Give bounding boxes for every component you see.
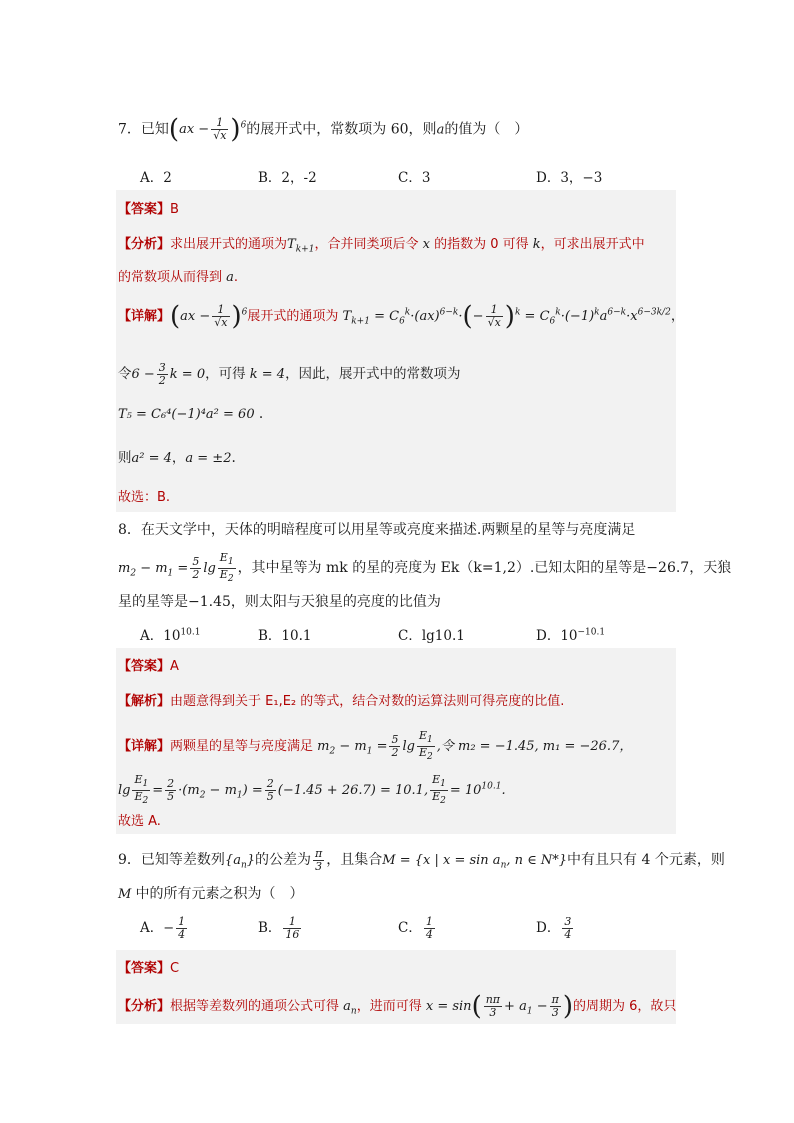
- q7-analysis-3: 的指数为 0 可得: [434, 237, 529, 252]
- q7-expression: (ax − $\frac{1}{√x}$ )$^6$: [168, 114, 247, 145]
- q7-analysis-line2: 的常数项从而得到: [118, 270, 223, 285]
- q9-stem-3: ，且集合: [326, 852, 383, 868]
- q8-stem-3: 星的星等是−1.45，则太阳与天狼星的亮度的比值为: [118, 594, 441, 610]
- q7-stem-end: 的值为（ ）: [444, 121, 529, 138]
- q9-stem-line2: 中的所有元素之积为（ ）: [135, 886, 304, 902]
- q7-answer: B: [170, 202, 179, 217]
- q7-detail-line4a: 则: [118, 450, 132, 466]
- q7-detail-line4c: ，: [171, 450, 186, 466]
- q7-option-a[interactable]: A．2: [140, 170, 172, 186]
- q9-stem-1: 9．已知等差数列: [118, 852, 225, 868]
- q7-detail-line3: T₅ = C₆⁴(−1)⁴a² = 60: [118, 407, 255, 422]
- question-9-options: [140, 916, 700, 940]
- q9-option-d-label: D．: [536, 920, 561, 936]
- detail-tag: 【详解】: [118, 739, 171, 755]
- q9-option-c-label: C．: [398, 920, 422, 936]
- q9-option-d[interactable]: D． $\frac{3}{4}$: [536, 915, 572, 941]
- q8-detail-2: 令 m₂ = −1.45, m₁ = −26.7，: [440, 739, 633, 755]
- q8-detail-line2: = 10.1,: [379, 783, 429, 799]
- question-8-stem-line-1: [118, 520, 635, 540]
- answer-tag: 【答案】: [118, 961, 171, 976]
- q8-stem-2: ，其中星等为 mk 的星的亮度为 Ek（k=1,2）.已知太阳的星等是−26.7，天狼: [237, 560, 732, 577]
- q7-detail-line2b: ，可得: [205, 366, 246, 382]
- q8-answer-line: [118, 655, 179, 674]
- q9-analysis-3: 的周期为 6，故只: [572, 999, 677, 1014]
- question-8-stem-line-2: $m_2 - m_1$ = $\frac{5}{2}$ lg $\frac{E_1}{E_2}$ ，其中星等为 mk 的星的亮度为 Ek（k=1,2）.已知太阳的星等是−26.7，天狼: [118, 551, 732, 585]
- q9-option-c[interactable]: C． $\frac{1}{4}$: [398, 915, 433, 941]
- q7-detail-line2a: 令: [118, 366, 132, 382]
- q7-option-d[interactable]: D．3，−3: [536, 170, 603, 186]
- q8-detail-1: 两颗星的星等与亮度满足: [170, 739, 314, 755]
- q8-option-d[interactable]: [536, 624, 605, 644]
- q9-answer-line: [118, 957, 179, 976]
- analysis-tag: 【解析】: [118, 694, 171, 709]
- q8-option-a-base: A．10: [140, 628, 181, 644]
- q8-option-d-exp: −10.1: [577, 627, 606, 638]
- q7-stem-suffix: 的展开式中，常数项为 60，则: [246, 121, 437, 138]
- q8-detail-line-2: lg $\frac{E_1}{E_2}$ = $\frac{2}{5}$ $\cdot(m_2 - m_1)$ = $\frac{2}{5}$ (−1.45 + 26.7) = 10.1, $\frac{E_1}{E_2}$ = $10^{10.1}$.: [118, 773, 506, 807]
- q9-option-b-label: B．: [258, 920, 282, 936]
- q7-option-c[interactable]: C．3: [398, 170, 431, 186]
- q8-option-d-base: D．10: [536, 628, 578, 644]
- question-9-solution-block: [116, 950, 676, 1024]
- q7-detail-line-3: T₅ = C₆⁴(−1)⁴a² = 60 .: [118, 406, 264, 422]
- q7-detail-line2c: ，因此，展开式中的常数项为: [285, 366, 461, 382]
- q8-analysis-line: [118, 690, 564, 709]
- q7-choose: 故选：B.: [118, 490, 171, 505]
- q8-choose-line: [118, 810, 161, 829]
- q8-option-b[interactable]: B．10.1: [258, 628, 312, 644]
- q9-option-a[interactable]: A．− $\frac{1}{4}$: [140, 915, 186, 941]
- q7-stem-prefix: 7．已知: [118, 121, 169, 138]
- analysis-tag: 【分析】: [118, 237, 171, 252]
- q7-detail-line-2: 令6 − $\frac{3}{2}$ k = 0，可得 k = 4，因此，展开式中的常数项为: [118, 361, 461, 387]
- question-8-options: [140, 624, 700, 648]
- answer-tag: 【答案】: [118, 202, 171, 217]
- question-8-stem-line-3: [118, 592, 441, 612]
- q7-detail-line-4: 则a² = 4，a = ±2.: [118, 450, 236, 466]
- q9-analysis-line: 【分析】根据等差数列的通项公式可得 $a_n$，进而可得 x = sin( $\frac{n\pi}{3}$ + $a_1$ − $\frac{\pi}{3}$ )的周期为 6，故只: [118, 991, 677, 1022]
- answer-tag: 【答案】: [118, 659, 171, 674]
- q9-stem-2: 的公差为: [255, 852, 312, 868]
- q7-answer-line: [118, 198, 179, 217]
- q7-analysis-line-2: 的常数项从而得到 a.: [118, 270, 239, 285]
- q7-detail-line4d: a = ±2: [185, 451, 232, 466]
- q7-detail-line-1: 【详解】(ax − $\frac{1}{√x}$ )$^6$展开式的通项为 $T_{k+1} = C_6^k\cdot(ax)^{6-k}\cdot(-$ $\frac{1}{√x}$ )$^k = C_6^k\cdot(-1)^ka^{6-k}\cdot x^{6-3k/2}$，: [118, 301, 685, 332]
- q8-detail-line-1: 【详解】两颗星的星等与亮度满足 $m_2 - m_1$ = $\frac{5}{2}$ lg $\frac{E_1}{E_2}$ ,令 m₂ = −1.45, m₁ = −26.7，: [118, 729, 633, 763]
- q9-answer: C: [170, 961, 180, 976]
- q8-option-a[interactable]: [140, 624, 200, 644]
- q8-choose: 故选 A.: [118, 814, 161, 829]
- question-7-solution-block: [116, 190, 685, 512]
- q9-option-a-label: A．: [140, 920, 164, 936]
- question-8-solution-block: [116, 648, 676, 834]
- q7-detail-1: 展开式的通项为: [247, 309, 339, 324]
- q7-detail-line4b: a² = 4: [131, 451, 172, 466]
- question-7-options: [140, 166, 700, 190]
- q9-stem-4: 中有且只有 4 个元素，则: [567, 852, 725, 868]
- question-7-stem: [118, 114, 529, 145]
- q7-analysis-line-1: 【分析】求出展开式的通项为$T_{k+1}$，合并同类项后令 x 的指数为 0 可得 k，可求出展开式中: [118, 237, 645, 255]
- q8-analysis: 由题意得到关于 E₁,E₂ 的等式，结合对数的运算法则可得亮度的比值.: [170, 694, 565, 709]
- analysis-tag: 【分析】: [118, 999, 171, 1014]
- q7-choose-line: [118, 486, 170, 505]
- q9-analysis-2: ，进而可得: [356, 999, 422, 1014]
- q8-option-c[interactable]: C．lg10.1: [398, 628, 465, 644]
- q9-analysis-1: 根据等差数列的通项公式可得: [170, 999, 340, 1014]
- q8-stem-1: 8．在天文学中，天体的明暗程度可以用星等或亮度来描述.两颗星的星等与亮度满足: [118, 522, 636, 538]
- detail-tag: 【详解】: [118, 309, 171, 324]
- question-9-stem-line-1: 9．已知等差数列$\{a_n\}$的公差为 $\frac{\pi}{3}$ ，且集合M = {x | $x = \sin a_n$, n ∈ N*}中有且只有 4 个元素，则: [118, 847, 725, 873]
- q7-analysis-2: ，合并同类项后令: [314, 237, 419, 252]
- q7-option-b[interactable]: B．2，-2: [258, 170, 317, 186]
- q8-answer: A: [170, 659, 179, 674]
- q7-analysis-4: ，可求出展开式中: [540, 237, 645, 252]
- q8-option-a-exp: 10.1: [180, 627, 201, 638]
- q9-option-b[interactable]: B． $\frac{1}{16}$: [258, 915, 300, 941]
- q7-var-a: a: [436, 122, 445, 138]
- q7-analysis-1: 求出展开式的通项为: [170, 237, 288, 252]
- question-9-stem-line-2: M 中的所有元素之积为（ ）: [118, 886, 304, 902]
